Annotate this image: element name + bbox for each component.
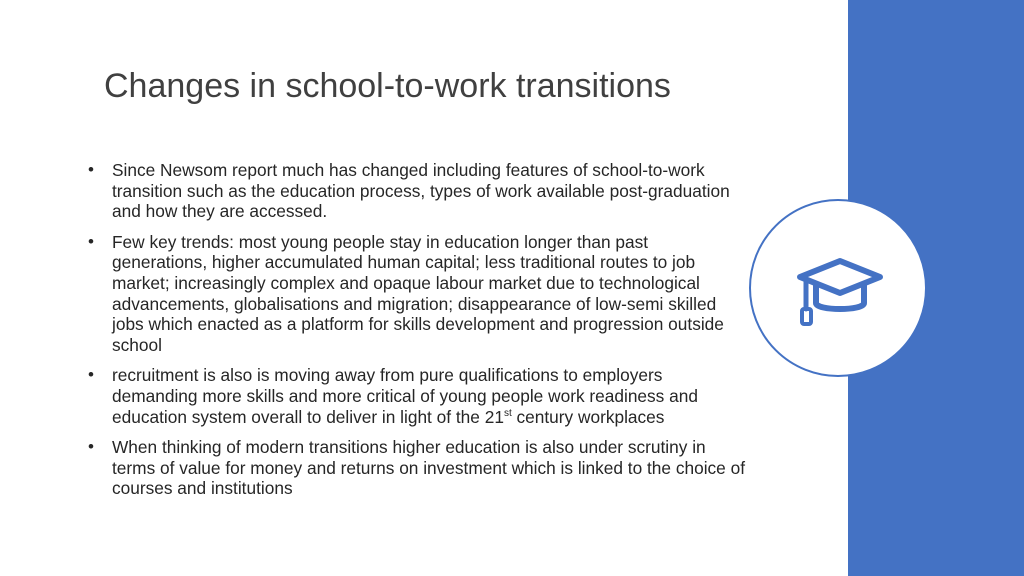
bullet-item-3 xyxy=(86,365,746,427)
bullet-marker: • xyxy=(88,231,94,251)
bullet-marker: • xyxy=(88,365,94,385)
slide-title: Changes in school-to-work transitions xyxy=(104,67,671,105)
bullet-marker: • xyxy=(88,160,94,179)
icon-circle xyxy=(749,199,927,377)
bullet-superscript: st xyxy=(503,407,512,419)
bullet-text: When thinking of modern transitions higher education is also under scrutiny in terms of value for money and returns on investment which is linked to the choice of courses and institutions xyxy=(112,437,746,499)
bullet-text-after: century workplaces xyxy=(511,406,665,427)
bullet-text: Few key trends: most young people stay in education longer than past generations, higher accumulated human capital; less traditional routes to job market; increasingly complex and opaque labour market due to technological advancements, globalisations and migration; disappearance of low-semi skilled jobs which enacted as a platform for skills development and progression outside school xyxy=(112,231,724,355)
bullet-item-1 xyxy=(86,160,746,222)
graduation-cap-icon xyxy=(796,257,884,333)
bullet-marker: • xyxy=(88,437,94,457)
bullet-item-2 xyxy=(86,232,746,356)
bullet-list xyxy=(86,160,746,509)
bullet-item-4 xyxy=(86,437,746,499)
bullet-text: Since Newsom report much has changed including features of school-to-work transition such as the education process, types of work available post-graduation and how they are accessed. xyxy=(112,160,730,222)
bullet-text-before: recruitment is also is moving away from pure qualifications to employers demanding more skills and more critical of young people work readiness and education system overall to deliver in light of the 21 xyxy=(112,365,698,427)
